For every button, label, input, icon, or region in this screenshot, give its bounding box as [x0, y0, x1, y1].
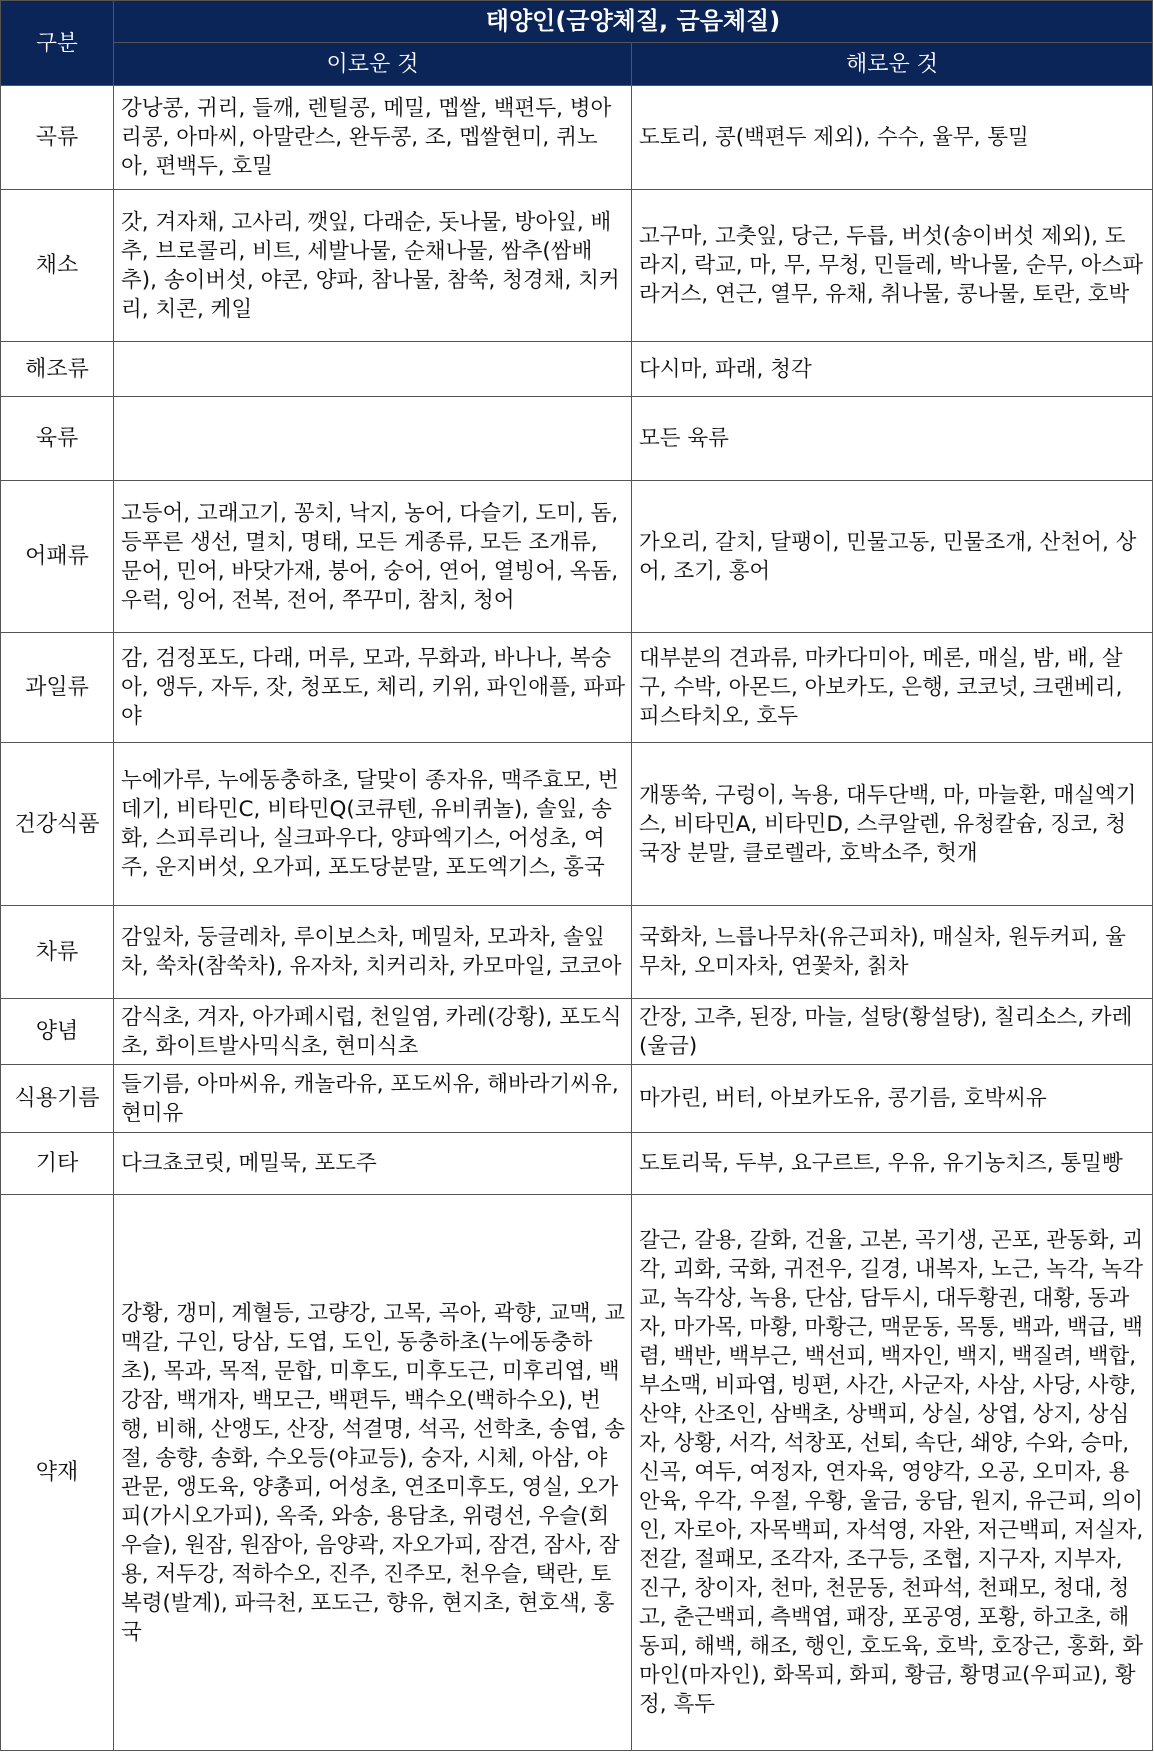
row-category: 과일류: [1, 633, 114, 743]
table-row-oils: [1, 1065, 1153, 1133]
bad-header: 해로운 것: [632, 43, 1153, 86]
table-row-seasonings: [1, 999, 1153, 1065]
table-row-teas: [1, 906, 1153, 999]
row-category: 해조류: [1, 342, 114, 397]
good-cell: [114, 342, 632, 397]
bad-cell: 다시마, 파래, 청각: [632, 342, 1153, 397]
bad-cell: 고구마, 고춧잎, 당근, 두릅, 버섯(송이버섯 제외), 도라지, 락교, 마, 무, 무청, 민들레, 박나물, 순무, 아스파라거스, 연근, 열무, 유채, 취나물, 콩나물, 토란, 호박: [632, 190, 1153, 342]
row-category: 양념: [1, 999, 114, 1065]
table-row-grains: [1, 86, 1153, 190]
bad-cell: 도토리묵, 두부, 요구르트, 우유, 유기농치즈, 통밀빵: [632, 1133, 1153, 1195]
good-cell: 감잎차, 둥글레차, 루이보스차, 메밀차, 모과차, 솔잎차, 쑥차(참쑥차), 유자차, 치커리차, 카모마일, 코코아: [114, 906, 632, 999]
category-header: 구분: [1, 1, 114, 86]
row-category: 건강식품: [1, 743, 114, 906]
bad-cell: 모든 육류: [632, 397, 1153, 481]
bad-cell: 개똥쑥, 구렁이, 녹용, 대두단백, 마, 마늘환, 매실엑기스, 비타민A, 비타민D, 스쿠알렌, 유청칼슘, 징코, 청국장 분말, 클로렐라, 호박소주, 헛개: [632, 743, 1153, 906]
table-row-fruits: [1, 633, 1153, 743]
row-category: 육류: [1, 397, 114, 481]
row-category: 약재: [1, 1195, 114, 1751]
constitution-title: 태양인(금양체질, 금음체질): [114, 1, 1153, 43]
row-category: 차류: [1, 906, 114, 999]
good-cell: 고등어, 고래고기, 꽁치, 낙지, 농어, 다슬기, 도미, 돔, 등푸른 생선, 멸치, 명태, 모든 게종류, 모든 조개류, 문어, 민어, 바닷가재, 붕어, 숭어, 연어, 열빙어, 옥돔, 우럭, 잉어, 전복, 전어, 쭈꾸미, 참치, 청어: [114, 481, 632, 633]
bad-cell: 도토리, 콩(백편두 제외), 수수, 율무, 통밀: [632, 86, 1153, 190]
table-row-seafood: [1, 481, 1153, 633]
bad-cell: 가오리, 갈치, 달팽이, 민물고동, 민물조개, 산천어, 상어, 조기, 홍어: [632, 481, 1153, 633]
good-cell: 감, 검정포도, 다래, 머루, 모과, 무화과, 바나나, 복숭아, 앵두, 자두, 잣, 청포도, 체리, 키위, 파인애플, 파파야: [114, 633, 632, 743]
good-cell: [114, 397, 632, 481]
row-category: 식용기름: [1, 1065, 114, 1133]
bad-cell: 대부분의 견과류, 마카다미아, 메론, 매실, 밤, 배, 살구, 수박, 아몬드, 아보카도, 은행, 코코넛, 크랜베리, 피스타치오, 호두: [632, 633, 1153, 743]
good-cell: 강낭콩, 귀리, 들깨, 렌틸콩, 메밀, 멥쌀, 백편두, 병아리콩, 아마씨, 아말란스, 완두콩, 조, 멥쌀현미, 퀴노아, 편백두, 호밀: [114, 86, 632, 190]
good-cell: 다크쵸코릿, 메밀묵, 포도주: [114, 1133, 632, 1195]
bad-cell: 갈근, 갈용, 갈화, 건율, 고본, 곡기생, 곤포, 관동화, 괴각, 괴화, 국화, 귀전우, 길경, 내복자, 노근, 녹각, 녹각교, 녹각상, 녹용, 단삼, 담두시, 대두황권, 대황, 동과자, 마가목, 마황, 마황근, 맥문동, 목통, 백과, 백급, 백렴, 백반, 백부근, 백선피, 백자인, 백지, 백질려, 백합, 부소맥, 비파엽, 빙편, 사간, 사군자, 사삼, 사당, 사향, 산약, 산조인, 삼백초, 상백피, 상실, 상엽, 상지, 상심자, 상황, 서각, 석창포, 선퇴, 속단, 쇄양, 수와, 승마, 신곡, 여두, 여정자, 연자육, 영양각, 오공, 오미자, 용안육, 우각, 우절, 우황, 울금, 웅담, 원지, 유근피, 의이인, 자로아, 자목백피, 자석영, 자완, 저근백피, 저실자, 전갈, 절패모, 조각자, 조구등, 조협, 지구자, 지부자, 진구, 창이자, 천마, 천문동, 천파석, 천패모, 청대, 청고, 춘근백피, 측백엽, 패장, 포공영, 포황, 하고초, 해동피, 해백, 해조, 행인, 호도육, 호박, 호장근, 홍화, 화마인(마자인), 화목피, 화피, 황금, 황명교(우피교), 황정, 흑두: [632, 1195, 1153, 1751]
good-cell: 들기름, 아마씨유, 캐놀라유, 포도씨유, 해바라기씨유, 현미유: [114, 1065, 632, 1133]
good-cell: 감식초, 겨자, 아가페시럽, 천일염, 카레(강황), 포도식초, 화이트발사믹식초, 현미식초: [114, 999, 632, 1065]
bad-cell: 마가린, 버터, 아보카도유, 콩기름, 호박씨유: [632, 1065, 1153, 1133]
header-row: [1, 1, 1153, 43]
good-cell: 갓, 겨자채, 고사리, 깻잎, 다래순, 돗나물, 방아잎, 배추, 브로콜리, 비트, 세발나물, 순채나물, 쌈추(쌈배추), 송이버섯, 야콘, 양파, 참나물, 참쑥, 청경채, 치커리, 치콘, 케일: [114, 190, 632, 342]
bad-cell: 국화차, 느릅나무차(유근피차), 매실차, 원두커피, 율무차, 오미자차, 연꽃차, 칡차: [632, 906, 1153, 999]
row-category: 곡류: [1, 86, 114, 190]
good-cell: 강황, 갱미, 계혈등, 고량강, 고목, 곡아, 곽향, 교맥, 교맥갈, 구인, 당삼, 도엽, 도인, 동충하초(누에동충하초), 목과, 목적, 문합, 미후도, 미후도근, 미후리엽, 백강잠, 백개자, 백모근, 백편두, 백수오(백하수오), 번행, 비해, 산앵도, 산장, 석결명, 석곡, 선학초, 송엽, 송절, 송향, 송화, 수오등(야교등), 숭자, 시체, 아삼, 야관문, 앵도육, 양총피, 어성초, 연조미후도, 영실, 오가피(가시오가피), 옥죽, 와송, 용담초, 위령선, 우슬(회우슬), 원잠, 원잠아, 음양곽, 자오가피, 잠견, 잠사, 잠용, 저두강, 적하수오, 진주, 진주모, 천우슬, 택란, 토복령(발계), 파극천, 포도근, 향유, 현지초, 현호색, 홍국: [114, 1195, 632, 1751]
table-row-herbs: [1, 1195, 1153, 1751]
table-row-seaweed: [1, 342, 1153, 397]
table-row-meat: [1, 397, 1153, 481]
table-row-vegetables: [1, 190, 1153, 342]
table-row-others: [1, 1133, 1153, 1195]
table-row-health-foods: [1, 743, 1153, 906]
subheader-row: [1, 43, 1153, 86]
row-category: 채소: [1, 190, 114, 342]
bad-cell: 간장, 고추, 된장, 마늘, 설탕(황설탕), 칠리소스, 카레(울금): [632, 999, 1153, 1065]
row-category: 어패류: [1, 481, 114, 633]
good-cell: 누에가루, 누에동충하초, 달맞이 종자유, 맥주효모, 번데기, 비타민C, 비타민Q(코큐텐, 유비퀴놀), 솔잎, 송화, 스피루리나, 실크파우다, 양파엑기스, 어성초, 여주, 운지버섯, 오가피, 포도당분말, 포도엑기스, 홍국: [114, 743, 632, 906]
row-category: 기타: [1, 1133, 114, 1195]
good-header: 이로운 것: [114, 43, 632, 86]
